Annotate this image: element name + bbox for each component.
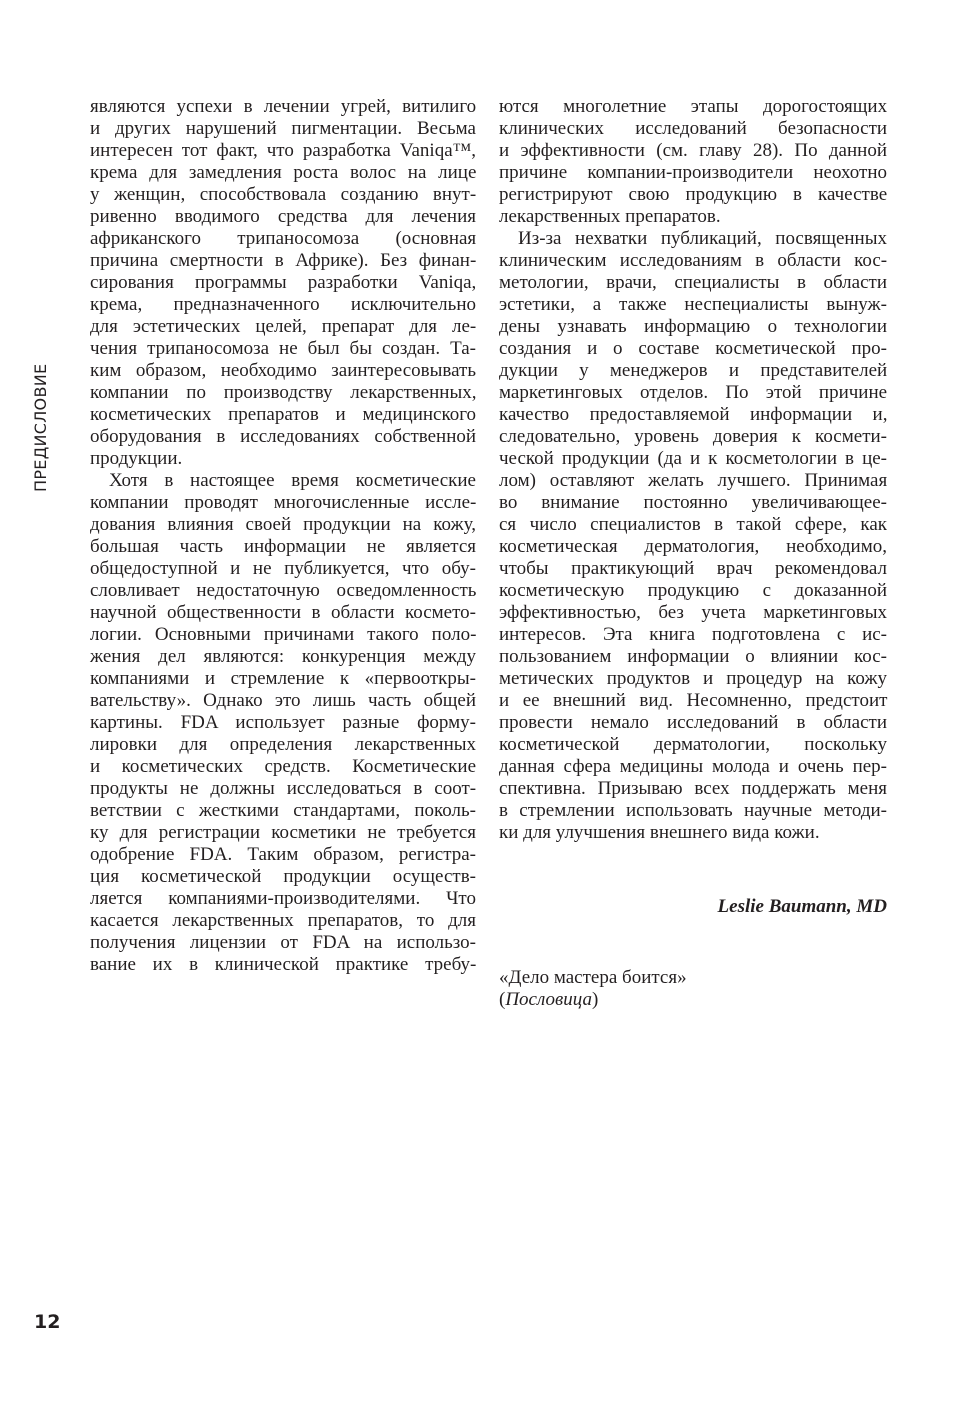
text-line: в стремлении использовать научные методи- xyxy=(499,800,887,821)
text-line: клинических исследований безопасности xyxy=(499,118,888,139)
text-line: метических продуктов и процедур на кожу xyxy=(499,668,887,689)
text-line: маркетинговых отделов. По этой причине xyxy=(499,382,888,403)
text-line: лировки для определения лекарственных xyxy=(90,734,477,755)
text-line: и ее внешний вид. Несомненно, предстоит xyxy=(499,690,888,711)
text-line: логии. Основными причинами такого поло- xyxy=(90,624,477,645)
text-line: вание их в клинической практике требу- xyxy=(90,954,477,975)
text-line: африканского трипаносомоза (основная xyxy=(90,228,477,249)
paren-open: ( xyxy=(499,989,506,1010)
text-line: крема, предназначенного исключительно xyxy=(90,294,476,315)
text-line: клиническим исследованиям в области кос- xyxy=(499,250,888,271)
text-line: получения лицензии от FDA на использо- xyxy=(90,932,476,953)
text-line: компаниями и стремление к «первооткры- xyxy=(90,668,476,689)
text-line: для эстетических целей, препарат для ле- xyxy=(90,316,477,337)
text-line: Хотя в настоящее время косметические xyxy=(109,470,476,491)
author-signature: Leslie Baumann, MD xyxy=(717,896,887,917)
text-line: эстетики, а также неспециалисты вынуж- xyxy=(499,294,887,315)
text-line: являются успехи в лечении угрей, витилиго xyxy=(90,96,477,117)
text-line: косметическая дерматология, необходимо, xyxy=(499,536,887,557)
text-line: и эффективности (см. главу 28). По данной xyxy=(499,140,887,161)
text-line: оборудования в исследованиях собственной xyxy=(90,426,477,447)
text-line: причине компании-производители неохотно xyxy=(499,162,888,183)
text-line: косметическую продукцию с доказанной xyxy=(499,580,887,601)
epigraph-quote: «Дело мастера боится» xyxy=(499,967,687,988)
text-line: у женщин, способствовала созданию внут- xyxy=(90,184,477,205)
text-line: словливает недостаточную осведомленность xyxy=(90,580,477,601)
text-line: данная сфера медицины молода и очень пер- xyxy=(499,756,887,777)
text-line: во внимание постоянно увеличивающее- xyxy=(499,492,887,513)
text-line: ляется компаниями-производителями. Что xyxy=(90,888,476,909)
text-line: ривенно вводимого средства для лечения xyxy=(90,206,476,227)
text-line: и других нарушений пигментации. Весьма xyxy=(90,118,476,139)
text-line: продукты не должны исследоваться в соот- xyxy=(90,778,477,799)
text-line: лом) оставляют желать лучшего. Принимая xyxy=(499,470,888,491)
text-line: ветствии с жесткими стандартами, поколь- xyxy=(90,800,476,821)
epigraph xyxy=(499,967,887,1011)
text-line: компании проводят многочисленные иссле- xyxy=(90,492,477,513)
text-line: и косметических средств. Косметические xyxy=(90,756,476,777)
text-line: сирования программы разработки Vaniqa, xyxy=(90,272,477,293)
text-line: косметической дерматологии, поскольку xyxy=(499,734,887,755)
right-text-column xyxy=(499,96,887,844)
text-line: ция косметической продукции осуществ- xyxy=(90,866,476,887)
text-line: общедоступной и не публикуется, что обу- xyxy=(90,558,476,579)
text-line: касается лекарственных препаратов, то для xyxy=(90,910,476,931)
text-line: ки для улучшения внешнего вида кожи. xyxy=(499,822,820,843)
text-line: научной общественности в области космето- xyxy=(90,602,476,623)
text-line: провести немало исследований в области xyxy=(499,712,887,733)
text-line: вательству». Однако это лишь часть общей xyxy=(90,690,476,711)
text-line: жения дел являются: конкуренция между xyxy=(90,646,476,667)
text-line: крема для замедления роста волос на лице xyxy=(90,162,477,183)
text-line: эффективностью, без учета маркетинговых xyxy=(499,602,887,623)
text-line: качество предоставляемой информации и, xyxy=(499,404,888,425)
text-line: одобрение FDA. Таким образом, регистра- xyxy=(90,844,476,865)
text-line: спективна. Призываю всех поддержать меня xyxy=(499,778,887,799)
section-running-head: ПРЕДИСЛОВИЕ xyxy=(31,363,50,492)
page-number: 12 xyxy=(34,1311,61,1333)
text-line: чения трипаносомоза не был бы создан. Та- xyxy=(90,338,476,359)
text-line: ся число специалистов в такой сфере, как xyxy=(499,514,887,535)
text-line: лекарственных препаратов. xyxy=(499,206,721,227)
text-line: ким образом, необходимо заинтересовывать xyxy=(90,360,476,381)
text-line: интересов. Эта книга подготовлена с ис- xyxy=(499,624,887,645)
text-line: чтобы практикующий врач рекомендовал xyxy=(499,558,887,579)
text-line: причина смертности в Африке). Без финан- xyxy=(90,250,477,271)
text-line: интересен тот факт, что разработка Vaniqa™, xyxy=(90,140,476,161)
left-text-column xyxy=(90,96,476,976)
text-line: регистрируют свою продукцию в качестве xyxy=(499,184,888,205)
text-line: метологии, врачи, специалисты в области xyxy=(499,272,887,293)
text-line: Из-за нехватки публикаций, посвященных xyxy=(518,228,887,249)
text-line: пользованием информации о влиянии кос- xyxy=(499,646,887,667)
epigraph-source xyxy=(499,989,887,1011)
text-line: следовательно, уровень доверия к космети- xyxy=(499,426,887,447)
text-line: дукции у менеджеров и представителей xyxy=(499,360,888,381)
text-line: создания и о составе косметической про- xyxy=(499,338,887,359)
text-line: косметических препаратов и медицинского xyxy=(90,404,477,425)
text-line: дования влияния своей продукции на кожу, xyxy=(90,514,476,535)
paren-close: ) xyxy=(591,989,599,1010)
text-line: большая часть информации не является xyxy=(90,536,476,557)
text-line: компании по производству лекарственных, xyxy=(90,382,477,403)
text-line: дены узнавать информацию о технологии xyxy=(499,316,887,337)
text-line: ческой продукции (да и к косметологии в це- xyxy=(499,448,887,469)
text-line: ются многолетние этапы дорогостоящих xyxy=(499,96,888,117)
text-line: продукции. xyxy=(90,448,183,469)
text-line: картины. FDA использует разные форму- xyxy=(90,712,476,733)
text-line: ку для регистрации косметики не требуется xyxy=(90,822,476,843)
epigraph-source-name: Пословица xyxy=(505,989,592,1010)
